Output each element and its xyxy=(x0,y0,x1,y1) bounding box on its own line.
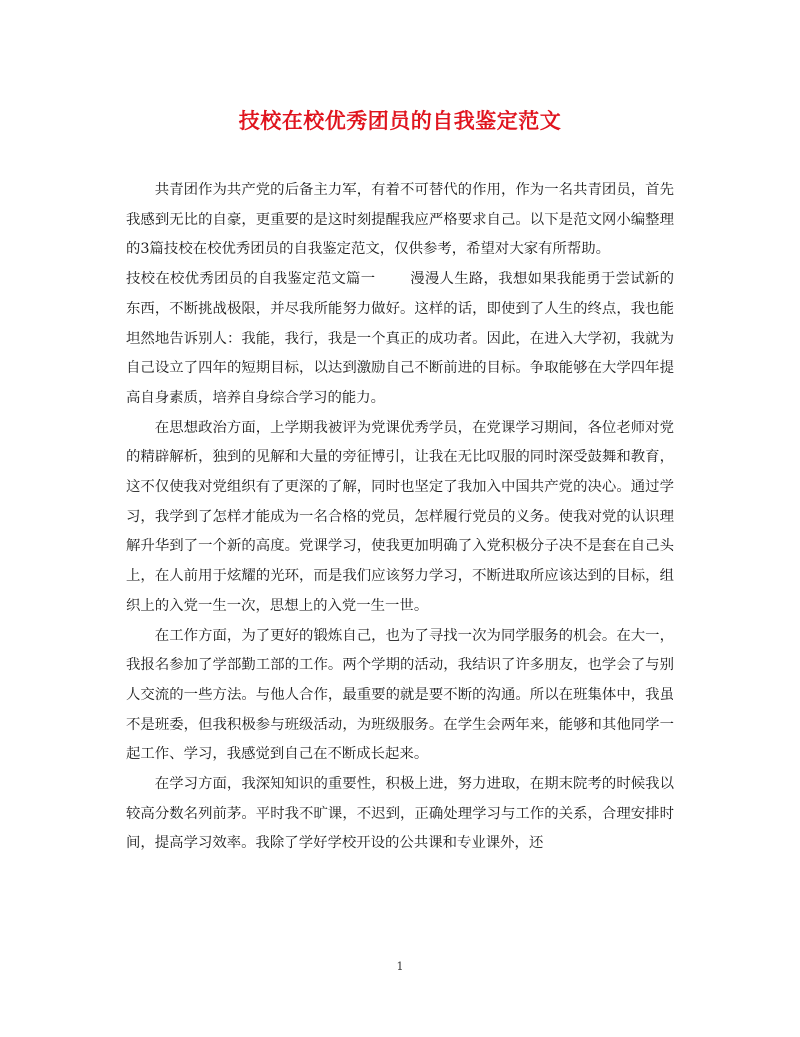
section-first-paragraph: 漫漫人生路，我想如果我能勇于尝试新的东西，不断挑战极限，并尽我所能努力做好。这样的话，即使到了人生的终点，我也能坦然地告诉别人：我能，我行，我是一个真正的成功者。因此，在进入大学初，我就为自己设立了四年的短期目标，以达到激励自己不断前进的目标。争取能够在大学四年提高自身素质，培养自身综合学习的能力。 xyxy=(126,271,674,406)
section-heading: 技校在校优秀团员的自我鉴定范文篇一 xyxy=(126,271,376,288)
document-body xyxy=(126,176,674,859)
section-paragraph xyxy=(126,265,674,414)
body-paragraph-work: 在工作方面，为了更好的锻炼自己，也为了寻找一次为同学服务的机会。在大一，我报名参加了学部勤工部的工作。两个学期的活动，我结识了许多朋友，也学会了与别人交流的一些方法。与他人合作，最重要的就是要不断的沟通。所以在班集体中，我虽不是班委，但我积极参与班级活动，为班级服务。在学生会两年来，能够和其他同学一起工作、学习，我感觉到自己在不断成长起来。 xyxy=(126,627,674,763)
page-number: 1 xyxy=(396,960,404,973)
intro-paragraph: 共青团作为共产党的后备主力军，有着不可替代的作用，作为一名共青团员，首先我感到无比的自豪，更重要的是这时刻提醒我应严格要求自己。以下是范文网小编整理的3篇技校在校优秀团员的自我鉴定范文，仅供参考，希望对大家有所帮助。 xyxy=(126,182,674,258)
document-title: 技校在校优秀团员的自我鉴定范文 xyxy=(238,108,562,133)
body-paragraph-politics: 在思想政治方面，上学期我被评为党课优秀学员，在党课学习期间，各位老师对党的精辟解析，独到的见解和大量的旁征博引，让我在无比叹服的同时深受鼓舞和教育，这不仅使我对党组织有了更深的了解，同时也坚定了我加入中国共产党的决心。通过学习，我学到了怎样才能成为一名合格的党员，怎样履行党员的义务。使我对党的认识理解升华到了一个新的高度。党课学习，使我更加明确了入党积极分子决不是套在自己头上，在人前用于炫耀的光环，而是我们应该努力学习，不断进取所应该达到的目标，组织上的入党一生一次，思想上的入党一生一世。 xyxy=(126,419,674,614)
body-paragraph-study: 在学习方面，我深知知识的重要性，积极上进，努力进取，在期末院考的时候我以较高分数名列前茅。平时我不旷课，不迟到，正确处理学习与工作的关系，合理安排时间，提高学习效率。我除了学好学校开设的公共课和专业课外，还 xyxy=(126,776,674,852)
